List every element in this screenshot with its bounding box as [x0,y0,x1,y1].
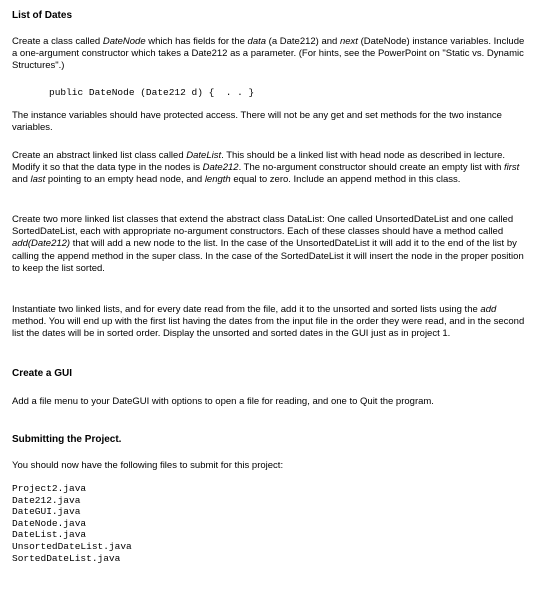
text-italic: last [30,174,46,186]
paragraph-gui: Add a file menu to your DateGUI with options to open a file for reading, and one to Quit the program. [12,396,434,407]
text: which has fields for the [145,36,248,47]
heading-submitting: Submitting the Project. [12,434,122,445]
text: . This should be a linked list with head node as described in lecture. Modify it so that the data type in the nodes is [12,150,506,174]
text: (DateNode) instance variables. Include a one-argument constructor which takes a Date212 as a parameter. (For hints, see the PowerPoint on "Static vs. Dynamic Structures".) [12,36,525,72]
text: and [12,174,31,186]
text: method. You will end up with the first list having the dates from the input file in the order they were read, and in the second list the dates will be in sorted order. Display the unsorted and sorted dates in the GUI just as in project 1. [12,316,525,340]
file-item: Date212.java [12,494,81,506]
text: Create two more linked list classes that extend the abstract class DataList: One called UnsortedDateList and one called SortedDateList, each with appropriate no-argument constructors. Each of these classes should have a method called [12,214,514,238]
heading-list-of-dates: List of Dates [12,10,73,21]
text-italic: DateNode [102,36,146,47]
text: equal to zero. Include an append method in this class. [230,174,461,186]
text-italic: Date212 [202,162,239,174]
text: that will add a new node to the list. In the case of the UnsortedDateList it will add it to the end of the list by calling the append method in the super class. In the case of the SortedDateList it will insert the node in the proper position to keep the list sorted. [12,238,524,274]
file-item: UnsortedDateList.java [12,540,132,552]
file-list [12,483,532,564]
file-item: DateList.java [12,529,87,541]
text-italic: length [204,174,231,186]
file-item: Project2.java [12,483,87,494]
text-italic: add [480,304,497,315]
file-item: DateNode.java [12,517,87,529]
heading-create-gui: Create a GUI [12,368,73,379]
code-constructor: public DateNode (Date212 d) { . . } [49,87,255,98]
paragraph-access: The instance variables should have protected access. There will not be any get and set methods for the two instance variables. [12,110,502,134]
paragraph-datenode [12,36,532,73]
text: Create a class called [12,36,103,47]
text-italic: next [339,36,358,47]
file-item: SortedDateList.java [12,552,121,564]
paragraph-subclasses [12,214,532,275]
text: Instantiate two linked lists, and for every date read from the file, add it to the unsorted and sorted lists using the [12,304,481,315]
text-italic: DateList [186,150,222,161]
text: pointing to an empty head node, and [45,174,205,186]
file-item: DateGUI.java [12,506,81,518]
text-italic: add(Date212) [12,238,71,250]
text-italic: data [247,36,267,47]
paragraph-datelist [12,150,532,187]
text: Create an abstract linked list class called [12,150,187,161]
text: (a Date212) and [266,36,340,47]
paragraph-files-intro: You should now have the following files to submit for this project: [12,460,284,471]
text-italic: first [504,162,520,174]
text: . The no-argument constructor should create an empty list with [238,162,504,174]
paragraph-instantiate [12,304,532,341]
